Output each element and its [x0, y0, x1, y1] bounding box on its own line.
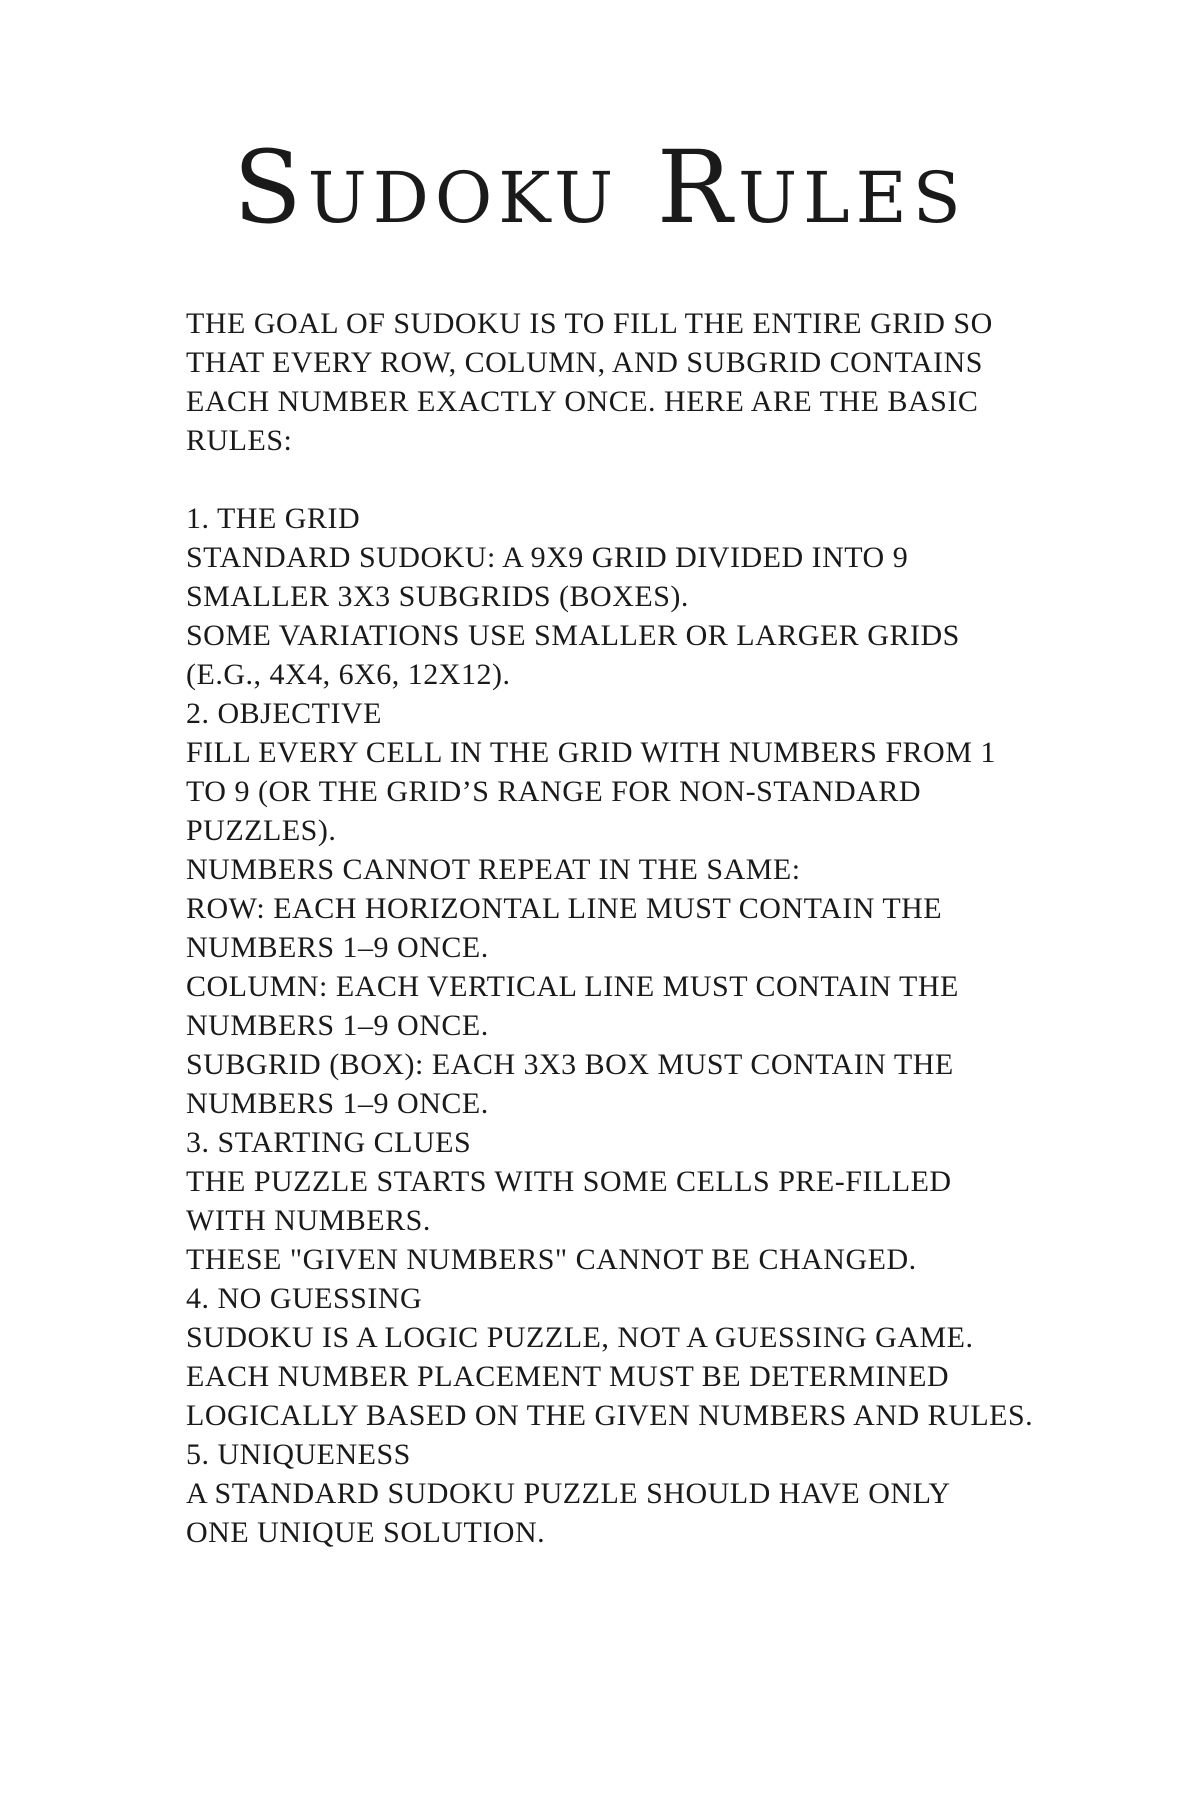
- rules-body: [186, 304, 1066, 1552]
- section-starting-clues: [186, 1123, 1066, 1279]
- section-heading: 1. THE GRID: [186, 502, 361, 535]
- section-line: EACH NUMBER PLACEMENT MUST BE DETERMINED: [186, 1360, 950, 1393]
- section-heading: 4. NO GUESSING: [186, 1282, 423, 1315]
- section-objective: [186, 694, 1066, 1123]
- section-heading: 3. STARTING CLUES: [186, 1126, 472, 1159]
- section-line: SUDOKU IS A LOGIC PUZZLE, NOT A GUESSING GAME.: [186, 1321, 974, 1354]
- section-line: SUBGRID (BOX): EACH 3X3 BOX MUST CONTAIN THE: [186, 1048, 954, 1081]
- section-heading: 2. OBJECTIVE: [186, 697, 382, 730]
- section-heading: 5. UNIQUENESS: [186, 1438, 411, 1471]
- intro-line: THAT EVERY ROW, COLUMN, AND SUBGRID CONTAINS: [186, 346, 983, 379]
- section-grid: [186, 499, 1066, 694]
- section-line: (E.G., 4X4, 6X6, 12X12).: [186, 658, 511, 691]
- section-line: TO 9 (OR THE GRID’S RANGE FOR NON-STANDARD: [186, 775, 922, 808]
- section-line: NUMBERS 1–9 ONCE.: [186, 931, 489, 964]
- page-title: Sudoku Rules: [233, 129, 967, 246]
- paragraph-gap: [186, 460, 1066, 499]
- section-line: ONE UNIQUE SOLUTION.: [186, 1516, 546, 1549]
- section-line: NUMBERS CANNOT REPEAT IN THE SAME:: [186, 853, 801, 886]
- intro-line: THE GOAL OF SUDOKU IS TO FILL THE ENTIRE GRID SO: [186, 307, 993, 340]
- section-line: STANDARD SUDOKU: A 9X9 GRID DIVIDED INTO 9: [186, 541, 909, 574]
- section-uniqueness: [186, 1435, 1066, 1552]
- section-line: SOME VARIATIONS USE SMALLER OR LARGER GRIDS: [186, 619, 960, 652]
- section-line: A STANDARD SUDOKU PUZZLE SHOULD HAVE ONLY: [186, 1477, 951, 1510]
- section-no-guessing: [186, 1279, 1066, 1435]
- section-line: WITH NUMBERS.: [186, 1204, 431, 1237]
- section-line: PUZZLES).: [186, 814, 337, 847]
- section-line: ROW: EACH HORIZONTAL LINE MUST CONTAIN THE: [186, 892, 943, 925]
- intro-line: RULES:: [186, 424, 293, 457]
- section-line: NUMBERS 1–9 ONCE.: [186, 1087, 489, 1120]
- section-line: THE PUZZLE STARTS WITH SOME CELLS PRE-FILLED: [186, 1165, 952, 1198]
- intro-line: EACH NUMBER EXACTLY ONCE. HERE ARE THE BASIC: [186, 385, 979, 418]
- section-line: COLUMN: EACH VERTICAL LINE MUST CONTAIN THE: [186, 970, 959, 1003]
- section-line: SMALLER 3X3 SUBGRIDS (BOXES).: [186, 580, 689, 613]
- section-line: LOGICALLY BASED ON THE GIVEN NUMBERS AND RULES.: [186, 1399, 1034, 1432]
- section-line: NUMBERS 1–9 ONCE.: [186, 1009, 489, 1042]
- intro-paragraph: [186, 304, 1066, 460]
- section-line: THESE "GIVEN NUMBERS" CANNOT BE CHANGED.: [186, 1243, 917, 1276]
- section-line: FILL EVERY CELL IN THE GRID WITH NUMBERS FROM 1: [186, 736, 996, 769]
